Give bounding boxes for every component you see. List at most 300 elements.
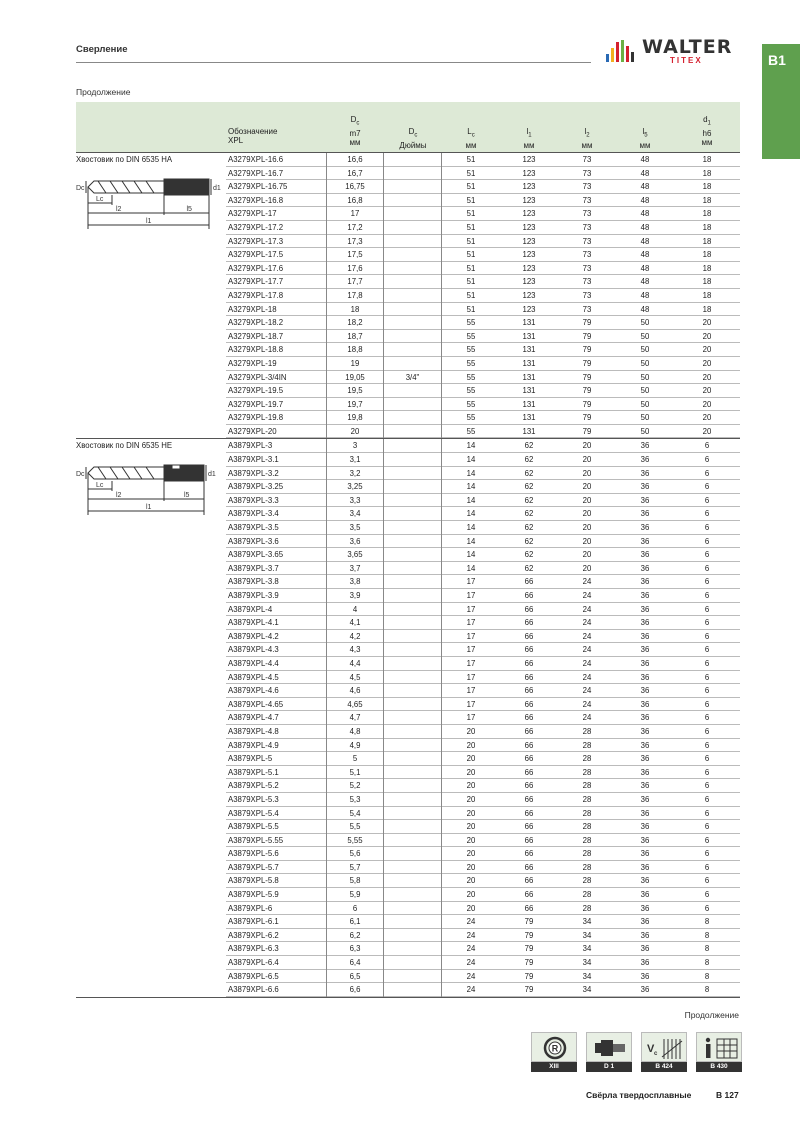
diagram-label-d1: d1 — [208, 471, 216, 479]
cell-l5: 36 — [640, 455, 650, 465]
table-row — [226, 671, 740, 685]
cell-dci — [384, 507, 442, 521]
cell-l5: 36 — [640, 604, 650, 614]
diagram-label-lc: Lc — [96, 196, 104, 203]
cell-l2: 79 — [582, 318, 592, 328]
cell-dci — [384, 779, 442, 793]
cell-l1: 123 — [522, 290, 536, 300]
cell-d: A3279XPL-18.2 — [228, 318, 284, 328]
table-row — [226, 874, 740, 888]
table-bottom-rule — [76, 997, 740, 998]
cell-dc: 17,7 — [326, 275, 384, 289]
table-row — [226, 970, 740, 984]
cell-l2: 20 — [582, 536, 592, 546]
table-row — [226, 467, 740, 481]
cell-l5: 48 — [640, 168, 650, 178]
cell-dci — [384, 888, 442, 902]
table-row — [226, 494, 740, 508]
cell-dci — [384, 548, 442, 562]
cell-d1: 6 — [704, 550, 710, 560]
cell-d1: 6 — [704, 808, 710, 818]
cell-dc: 19,8 — [326, 411, 384, 425]
cell-l2: 73 — [582, 263, 592, 273]
cell-l5: 48 — [640, 250, 650, 260]
cell-d: A3879XPL-3.9 — [228, 591, 279, 600]
cell-dci — [384, 494, 442, 508]
cell-dci — [384, 643, 442, 657]
cell-d: A3879XPL-4.7 — [228, 713, 279, 723]
cell-l2: 24 — [582, 631, 592, 641]
cell-dc: 16,75 — [326, 180, 384, 194]
shank-group — [76, 438, 740, 996]
cell-d: A3279XPL-3/4IN — [228, 372, 287, 382]
table-row — [226, 915, 740, 929]
cell-d1: 20 — [702, 413, 712, 423]
cell-d1: 8 — [704, 944, 710, 954]
cell-l2: 20 — [582, 550, 592, 560]
cell-lc: 24 — [466, 958, 476, 968]
cell-d1: 6 — [704, 686, 710, 696]
cell-d1: 8 — [704, 930, 710, 940]
cell-lc: 14 — [466, 482, 476, 492]
cell-d1: 6 — [704, 536, 710, 546]
cell-dci — [384, 915, 442, 929]
cell-d: A3879XPL-3.25 — [228, 482, 284, 492]
cell-l5: 48 — [640, 182, 650, 192]
cell-l2: 79 — [582, 399, 592, 409]
cell-dci — [384, 248, 442, 262]
cell-lc: 17 — [466, 604, 476, 614]
cell-l2: 28 — [582, 740, 592, 750]
cell-dc: 4 — [326, 603, 384, 617]
cell-d1: 18 — [702, 182, 712, 192]
table-row — [226, 562, 740, 576]
cell-l2: 24 — [582, 699, 592, 709]
cell-l1: 66 — [524, 890, 534, 900]
cell-d: A3879XPL-3.7 — [228, 563, 279, 573]
cell-lc: 51 — [466, 195, 476, 205]
cell-dc: 4,7 — [326, 711, 384, 725]
cell-d: A3879XPL-3.1 — [228, 455, 279, 465]
cell-dci — [384, 874, 442, 888]
table-row — [226, 575, 740, 589]
cell-lc: 51 — [466, 209, 476, 219]
cell-l2: 28 — [582, 822, 592, 832]
cell-l1: 79 — [524, 917, 534, 927]
cell-l1: 66 — [524, 754, 534, 764]
diagram-label-l1: l1 — [146, 218, 152, 225]
cell-dci — [384, 316, 442, 330]
cell-d1: 6 — [704, 604, 710, 614]
cell-l1: 66 — [524, 631, 534, 641]
diagram-label-l2: l2 — [116, 206, 122, 213]
cell-dc: 3,4 — [326, 507, 384, 521]
cell-l2: 79 — [582, 426, 592, 436]
logo-bars-icon — [606, 40, 638, 62]
cell-l2: 28 — [582, 808, 592, 818]
cell-d: A3279XPL-17.5 — [228, 250, 284, 260]
cell-dci — [384, 562, 442, 576]
table-row — [226, 888, 740, 902]
cell-l5: 36 — [640, 985, 650, 995]
cell-l1: 123 — [522, 195, 536, 205]
cell-dci — [384, 902, 442, 916]
cell-dc: 4,2 — [326, 630, 384, 644]
cell-dci — [384, 711, 442, 725]
table-header — [76, 102, 740, 152]
cell-l5: 36 — [640, 631, 650, 641]
table-row — [226, 807, 740, 821]
cell-l1: 62 — [524, 441, 534, 451]
cell-d1: 18 — [702, 222, 712, 232]
cell-dci — [384, 275, 442, 289]
cell-l1: 66 — [524, 699, 534, 709]
cell-l2: 73 — [582, 304, 592, 314]
cell-d: A3279XPL-19.7 — [228, 399, 284, 409]
cell-lc: 14 — [466, 468, 476, 478]
cell-l2: 24 — [582, 658, 592, 668]
cell-d1: 6 — [704, 577, 710, 587]
cell-lc: 14 — [466, 523, 476, 533]
cell-l5: 50 — [640, 399, 650, 409]
cell-l2: 20 — [582, 509, 592, 519]
cell-lc: 20 — [466, 835, 476, 845]
cell-d: A3279XPL-17.8 — [228, 290, 284, 300]
cell-l5: 48 — [640, 290, 650, 300]
cell-l1: 66 — [524, 658, 534, 668]
cell-d: A3879XPL-4 — [228, 604, 273, 614]
diagram-label-lc: Lc — [96, 482, 104, 490]
cell-l5: 36 — [640, 958, 650, 968]
cell-l2: 79 — [582, 331, 592, 341]
cell-dc: 5,5 — [326, 820, 384, 834]
cell-d: A3279XPL-16.75 — [228, 182, 288, 192]
cell-l1: 66 — [524, 672, 534, 682]
table-row — [226, 289, 740, 303]
cell-dci — [384, 153, 442, 167]
cell-dc: 5,7 — [326, 861, 384, 875]
cell-dc: 18,7 — [326, 330, 384, 344]
table-row — [226, 371, 740, 385]
cell-l2: 24 — [582, 618, 592, 628]
table-row — [226, 779, 740, 793]
rotation-r-icon[interactable] — [531, 1032, 577, 1072]
cell-dci — [384, 956, 442, 970]
cell-lc: 20 — [466, 781, 476, 791]
cell-lc: 17 — [466, 672, 476, 682]
cell-l2: 20 — [582, 495, 592, 505]
tool-holder-icon[interactable] — [586, 1032, 632, 1072]
cell-dc: 19,05 — [326, 371, 384, 385]
table-row — [226, 603, 740, 617]
continuation-bottom: Продолжение — [684, 1010, 739, 1020]
cell-l5: 36 — [640, 890, 650, 900]
cell-d1: 6 — [704, 591, 710, 600]
cell-dc: 16,6 — [326, 153, 384, 167]
cell-l5: 50 — [640, 386, 650, 396]
section-tab-label: B1 — [768, 52, 786, 68]
cell-l5: 50 — [640, 318, 650, 328]
cell-lc: 55 — [466, 372, 476, 382]
cell-l5: 48 — [640, 263, 650, 273]
cell-lc: 51 — [466, 236, 476, 246]
shank-group — [76, 152, 740, 438]
cell-dci — [384, 766, 442, 780]
svg-text:R: R — [551, 1043, 559, 1054]
cell-d1: 6 — [704, 890, 710, 900]
diagram-label-l5: l5 — [184, 492, 190, 500]
cutting-speed-icon[interactable] — [641, 1032, 687, 1072]
cell-d: A3879XPL-5.2 — [228, 781, 279, 791]
diagram-label-dc: Dc — [76, 471, 85, 479]
cell-l1: 66 — [524, 645, 534, 655]
table-row — [226, 439, 740, 453]
cell-d1: 18 — [702, 209, 712, 219]
cell-d1: 20 — [702, 372, 712, 382]
cell-l2: 28 — [582, 903, 592, 913]
table-row — [226, 316, 740, 330]
cell-d1: 20 — [702, 399, 712, 409]
cell-dci — [384, 453, 442, 467]
cell-d: A3879XPL-6.2 — [228, 930, 279, 940]
cell-d1: 6 — [704, 822, 710, 832]
cell-lc: 17 — [466, 699, 476, 709]
cell-l5: 36 — [640, 808, 650, 818]
cell-lc: 24 — [466, 917, 476, 927]
cell-l5: 36 — [640, 672, 650, 682]
cell-lc: 17 — [466, 631, 476, 641]
cell-lc: 17 — [466, 713, 476, 723]
cell-d: A3279XPL-19 — [228, 358, 277, 368]
cell-dc: 6,2 — [326, 929, 384, 943]
cell-dc: 4,1 — [326, 616, 384, 630]
table-row — [226, 521, 740, 535]
cell-l1: 66 — [524, 822, 534, 832]
shank-group-label: Хвостовик по DIN 6535 HE — [76, 441, 173, 451]
diagram-label-dc: Dc — [76, 185, 85, 192]
cell-l2: 20 — [582, 563, 592, 573]
cell-d: A3879XPL-5.3 — [228, 794, 279, 804]
table-row — [226, 684, 740, 698]
cell-d: A3879XPL-3.3 — [228, 495, 279, 505]
cell-dci — [384, 480, 442, 494]
cell-d: A3879XPL-5 — [228, 754, 273, 764]
cell-lc: 17 — [466, 591, 476, 600]
cell-l1: 131 — [522, 386, 536, 396]
cell-dci — [384, 357, 442, 371]
cell-dc: 6 — [326, 902, 384, 916]
cell-l2: 24 — [582, 672, 592, 682]
cell-l5: 36 — [640, 509, 650, 519]
cell-lc: 20 — [466, 862, 476, 872]
cell-d: A3279XPL-17.2 — [228, 222, 284, 232]
table-row — [226, 248, 740, 262]
cell-lc: 55 — [466, 358, 476, 368]
cell-l1: 66 — [524, 604, 534, 614]
cell-dci — [384, 603, 442, 617]
cell-d: A3879XPL-4.1 — [228, 618, 279, 628]
cell-l1: 66 — [524, 726, 534, 736]
cell-dci — [384, 834, 442, 848]
cell-l2: 20 — [582, 482, 592, 492]
cell-dci — [384, 221, 442, 235]
cell-d1: 20 — [702, 386, 712, 396]
cell-dc: 18,2 — [326, 316, 384, 330]
cell-l5: 50 — [640, 413, 650, 423]
cell-lc: 20 — [466, 794, 476, 804]
cell-d: A3279XPL-19.5 — [228, 386, 284, 396]
cell-dc: 3,25 — [326, 480, 384, 494]
cell-l2: 34 — [582, 944, 592, 954]
cell-d1: 6 — [704, 862, 710, 872]
cell-d1: 18 — [702, 304, 712, 314]
cell-lc: 51 — [466, 277, 476, 287]
cell-l1: 62 — [524, 482, 534, 492]
cell-l5: 36 — [640, 699, 650, 709]
cell-dc: 17,6 — [326, 262, 384, 276]
col-dc-inch: $D_c$ Дюймы — [399, 127, 427, 150]
cell-d1: 6 — [704, 849, 710, 859]
cell-d: A3879XPL-5.9 — [228, 890, 279, 900]
table-row — [226, 303, 740, 317]
table-row — [226, 384, 740, 398]
cell-lc: 20 — [466, 822, 476, 832]
cell-dci — [384, 942, 442, 956]
cell-d: A3879XPL-4.9 — [228, 740, 279, 750]
cell-lc: 51 — [466, 250, 476, 260]
cell-d1: 6 — [704, 781, 710, 791]
cell-dc: 5 — [326, 752, 384, 766]
diagram-label-l1: l1 — [146, 504, 152, 512]
cell-l5: 36 — [640, 468, 650, 478]
cell-dci — [384, 725, 442, 739]
cell-d1: 6 — [704, 658, 710, 668]
cell-d1: 6 — [704, 740, 710, 750]
cell-d1: 18 — [702, 263, 712, 273]
cell-l5: 36 — [640, 835, 650, 845]
table-row — [226, 221, 740, 235]
cell-d1: 18 — [702, 236, 712, 246]
cell-l1: 62 — [524, 509, 534, 519]
cell-d: A3879XPL-3.4 — [228, 509, 279, 519]
cell-lc: 55 — [466, 386, 476, 396]
cell-dci — [384, 330, 442, 344]
cell-dc: 17,5 — [326, 248, 384, 262]
cell-l1: 62 — [524, 550, 534, 560]
cell-lc: 14 — [466, 536, 476, 546]
cell-lc: 51 — [466, 182, 476, 192]
cell-l5: 36 — [640, 754, 650, 764]
cell-dc: 3 — [326, 439, 384, 453]
cell-l5: 36 — [640, 536, 650, 546]
cell-l2: 28 — [582, 890, 592, 900]
cell-l5: 50 — [640, 345, 650, 355]
drill-diagram — [76, 167, 221, 237]
cell-d1: 6 — [704, 523, 710, 533]
cell-d1: 6 — [704, 794, 710, 804]
cell-d: A3879XPL-3.2 — [228, 468, 279, 478]
cell-dc: 4,6 — [326, 684, 384, 698]
cell-d: A3879XPL-5.4 — [228, 808, 279, 818]
cell-d: A3279XPL-17.3 — [228, 236, 284, 246]
cell-l2: 24 — [582, 604, 592, 614]
cell-l5: 48 — [640, 277, 650, 287]
cell-lc: 14 — [466, 495, 476, 505]
cell-l5: 36 — [640, 686, 650, 696]
cell-l5: 48 — [640, 222, 650, 232]
cell-l1: 66 — [524, 835, 534, 845]
cell-l2: 24 — [582, 645, 592, 655]
cell-dci — [384, 398, 442, 412]
cell-l1: 62 — [524, 536, 534, 546]
cell-lc: 20 — [466, 740, 476, 750]
cell-lc: 20 — [466, 876, 476, 886]
cell-l1: 123 — [522, 236, 536, 246]
cell-d: A3879XPL-5.6 — [228, 849, 279, 859]
cell-dc: 18,8 — [326, 343, 384, 357]
cell-l1: 66 — [524, 849, 534, 859]
cell-l2: 73 — [582, 182, 592, 192]
cell-d1: 18 — [702, 195, 712, 205]
cell-l1: 131 — [522, 426, 536, 436]
table-row — [226, 343, 740, 357]
cell-l2: 28 — [582, 849, 592, 859]
cell-l2: 28 — [582, 767, 592, 777]
cell-d: A3879XPL-6.5 — [228, 971, 279, 981]
cell-l5: 36 — [640, 944, 650, 954]
logo-main-text: WALTER — [642, 36, 733, 58]
table-row — [226, 207, 740, 221]
cell-l5: 36 — [640, 618, 650, 628]
cell-l5: 50 — [640, 331, 650, 341]
col-lc: $L_c$ мм — [465, 127, 477, 150]
cell-lc: 14 — [466, 563, 476, 573]
cell-l1: 62 — [524, 468, 534, 478]
cell-dc: 3,9 — [326, 589, 384, 603]
cell-l1: 123 — [522, 250, 536, 260]
cell-dc: 6,5 — [326, 970, 384, 984]
cell-l2: 79 — [582, 413, 592, 423]
cell-lc: 24 — [466, 944, 476, 954]
table-row — [226, 507, 740, 521]
table-row — [226, 630, 740, 644]
cell-l5: 36 — [640, 930, 650, 940]
cell-l2: 73 — [582, 168, 592, 178]
cell-l5: 50 — [640, 372, 650, 382]
cell-dci — [384, 235, 442, 249]
table-row — [226, 834, 740, 848]
cell-dc: 5,8 — [326, 874, 384, 888]
cell-dci — [384, 739, 442, 753]
cell-l2: 73 — [582, 209, 592, 219]
cell-dc: 5,55 — [326, 834, 384, 848]
cell-d1: 6 — [704, 672, 710, 682]
cell-dci — [384, 180, 442, 194]
cell-dc: 6,1 — [326, 915, 384, 929]
cell-dci — [384, 793, 442, 807]
table-row — [226, 643, 740, 657]
info-icon[interactable] — [696, 1032, 742, 1072]
cell-l1: 62 — [524, 495, 534, 505]
cell-dc: 3,1 — [326, 453, 384, 467]
cell-l2: 34 — [582, 985, 592, 995]
table-row — [226, 942, 740, 956]
cell-l5: 50 — [640, 358, 650, 368]
table-row — [226, 275, 740, 289]
cell-l5: 36 — [640, 794, 650, 804]
cell-d: A3879XPL-4.5 — [228, 672, 279, 682]
cell-dc: 4,4 — [326, 657, 384, 671]
